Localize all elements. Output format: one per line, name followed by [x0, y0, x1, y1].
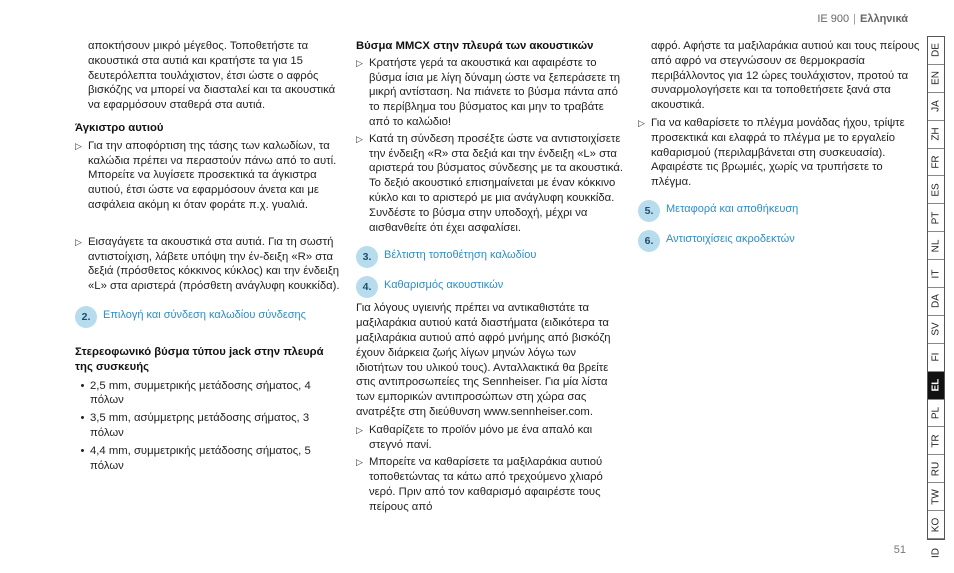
header-separator: |	[853, 13, 856, 25]
ear-hook-instruction	[75, 139, 343, 213]
language-tab-el[interactable]	[928, 372, 944, 400]
continued-paragraph: αφρό. Αφήστε τα μαξιλαράκια αυτιού και τους πείρους από αφρό να στεγνώσουν σε θερμοκρασία περιβάλλοντος για 12 ώρες τουλάχιστον, προτού τα συναρμολογήσετε και τα τοποθετήσετε ξανά στα ακουστικά.	[651, 40, 920, 112]
mmcx-instruction: ▷ Κρατήστε γερά τα ακουστικά και αφαιρέστε το βύσμα ίσια με λίγη δύναμη ώστε να ξεπεράσετε τη μικρή αντίσταση. Να πιάνετε το βύσμα πάντα από το περίβλημα του βύσματος και μην το τραβάτε από το καλώδιο!	[356, 56, 620, 128]
language-tab-id[interactable]	[928, 539, 944, 567]
triangle-bullet-icon: ▷	[638, 117, 645, 128]
language-tab-da[interactable]	[928, 288, 944, 316]
language-tab-tw[interactable]	[928, 483, 944, 511]
language-tab-fr[interactable]	[928, 149, 944, 177]
language-tab-tr[interactable]	[928, 427, 944, 455]
language-tab-it[interactable]	[928, 260, 944, 288]
language-tab-pl[interactable]	[928, 400, 944, 428]
mmcx-heading: Βύσμα MMCX στην πλευρά των ακουστικών	[356, 40, 594, 52]
section-number-badge: 6.	[638, 230, 660, 252]
column-1	[75, 39, 343, 473]
section-title: Καθαρισμός ακουστικών	[384, 279, 504, 292]
language-tab-ja[interactable]	[928, 93, 944, 121]
section-4-heading	[356, 276, 626, 298]
header-language: Ελληνικά	[860, 13, 908, 25]
language-tab-label: FI	[930, 352, 942, 362]
section-title: Αντιστοιχίσεις ακροδεκτών	[666, 232, 795, 245]
section-3-heading	[356, 246, 626, 268]
stereo-jack-list	[75, 379, 343, 474]
language-tab-label: PT	[930, 211, 942, 225]
column-2	[356, 39, 626, 515]
ear-hook-heading: Άγκιστρο αυτιού	[75, 121, 164, 134]
language-tab-label: NL	[930, 239, 942, 253]
section-number-badge: 4.	[356, 276, 378, 298]
language-tab-fi[interactable]	[928, 344, 944, 372]
language-tab-label: ZH	[930, 127, 942, 141]
insert-instruction	[75, 235, 343, 294]
section-6-heading	[638, 230, 920, 252]
language-tab-label: JA	[930, 100, 942, 113]
language-tab-label: ES	[930, 183, 942, 197]
section-5-heading	[638, 200, 920, 222]
cleaning-instruction: ▷ Μπορείτε να καθαρίσετε τα μαξιλαράκια αυτιού τοποθετώντας τα κάτω από τρεχούμενο χλιαρό νερό. Πριν από τον καθαρισμό αφαιρέστε τους πείρους από	[356, 456, 603, 513]
section-title: Βέλτιστη τοποθέτηση καλωδίου	[384, 249, 537, 262]
language-tab-label: ID	[930, 547, 942, 558]
language-tab-label: TW	[930, 488, 942, 505]
triangle-bullet-icon: ▷	[356, 133, 363, 144]
language-tab-ko[interactable]	[928, 511, 944, 539]
mesh-instruction: ▷ Για να καθαρίσετε το πλέγμα μονάδας ήχου, τρίψτε προσεκτικά και ελαφρά το πλέγμα με το εργαλείο καθαρισμού (περιλαμβάνεται στη συσκευασία). Αφαιρέστε τις βρωμιές, χωρίς να τρυπήσετε το πλέγμα.	[638, 116, 905, 189]
language-tab-label: FR	[930, 155, 942, 169]
page-header	[817, 13, 908, 25]
language-tab-bar	[927, 36, 945, 558]
language-tab-ru[interactable]	[928, 455, 944, 483]
language-tab-label: RU	[930, 461, 942, 477]
triangle-bullet-icon: ▷	[356, 57, 363, 68]
language-tab-label: EN	[930, 71, 942, 86]
insert-text: Εισαγάγετε τα ακουστικά στα αυτιά. Για τη σωστή αντιστοίχιση, λάβετε υπόψη την έν-δειξη «R» στα δεξιά (πρόσθετος κόκκινος κύκλος) και την ένδειξη «L» στα αριστερά (πρόσθετη ανάγλυφη κουκκίδα).	[88, 235, 340, 293]
ear-hook-text: Για την αποφόρτιση της τάσης των καλωδίων, τα καλώδια πρέπει να περαστούν πάνω από το αυτί. Μπορείτε να λυγίσετε προσεκτικά τα άγκιστρα αυτιού, έτσι ώστε να εφαρμόσουν άνετα και με ασφάλεια ακόμη κι όταν φοράτε π.χ. γυαλιά.	[88, 139, 337, 211]
language-tab-label: KO	[930, 517, 942, 532]
language-tab-label: PL	[930, 406, 942, 420]
language-tab-en[interactable]	[928, 65, 944, 93]
language-tab-pt[interactable]	[928, 204, 944, 232]
language-tab-label: DA	[930, 294, 942, 309]
language-tab-label: DE	[930, 43, 942, 58]
cleaning-instruction: ▷ Καθαρίζετε το προϊόν μόνο με ένα απαλό και στεγνό πανί.	[356, 423, 593, 451]
section-number-badge: 3.	[356, 246, 378, 268]
cleaning-paragraph: Για λόγους υγιεινής πρέπει να αντικαθιστάτε τα μαξιλαράκια αυτιού κατά διαστήματα (ειδικότερα τα μαξιλαράκια αυτιού από αφρό μνήμης από βισκόζη έχουν διάρκεια ζωής λίγων μηνών λόγω των ιδιοτήτων του υλικού τους). Ανταλλακτικά θα βρείτε στις αντιπροσωπείες της Sennheiser. Για μία λίστα των εμπορικών αντιπροσώπων στη χώρα σας ανατρέξτε στη διεύθυνση www.sennheiser.com.	[356, 302, 611, 418]
language-tab-label: IT	[930, 269, 942, 279]
triangle-bullet-icon: ▷	[356, 457, 363, 468]
section-title: Μεταφορά και αποθήκευση	[666, 202, 799, 215]
section-number-badge: 5.	[638, 200, 660, 222]
column-3	[638, 39, 920, 252]
language-tab-label: SV	[930, 322, 942, 337]
mmcx-instruction: ▷ Κατά τη σύνδεση προσέξτε ώστε να αντιστοιχίσετε την ένδειξη «R» στα δεξιά και την ένδειξη «L» στα αριστερά του βύσματος σύνδεσης με τα ακουστικά. Το δεξιό ακουστικό επισημαίνεται με έναν κόκκινο κύκλο και το αριστερό με μια ανάγλυφη κουκκίδα. Συνδέστε το βύσμα στην υποδοχή, μέχρι να αισθανθείτε ότι έχει ασφαλίσει.	[356, 132, 624, 234]
section-2-heading	[75, 306, 343, 328]
triangle-bullet-icon: ▷	[356, 424, 363, 435]
list-item: • 2,5 mm, συμμετρικής μετάδοσης σήματος, 4 πόλων	[80, 379, 311, 407]
language-tab-label: EL	[930, 378, 942, 392]
page-number: 51	[893, 544, 906, 556]
intro-paragraph: αποκτήσουν μικρό μέγεθος. Τοποθετήστε τα ακουστικά στα αυτιά και κρατήστε τα για 15 δευτερόλεπτα τουλάχιστον, έτσι ώστε ο αφρός βισκόζης να μπορεί να διασταλεί και τα ακουστικά να εφαρμόσουν σταθερά στα αυτιά.	[88, 40, 336, 112]
triangle-bullet-icon: ▷	[75, 140, 82, 151]
language-tab-zh[interactable]	[928, 121, 944, 149]
section-title: Επιλογή και σύνδεση καλωδίου σύνδεσης	[103, 308, 306, 321]
list-item: • 4,4 mm, συμμετρικής μετάδοσης σήματος, 5 πόλων	[80, 444, 311, 472]
list-item: • 3,5 mm, ασύμμετρης μετάδοσης σήματος, 3 πόλων	[80, 412, 310, 439]
language-tab-sv[interactable]	[928, 316, 944, 344]
language-tab-de[interactable]	[928, 37, 944, 65]
triangle-bullet-icon: ▷	[75, 236, 82, 247]
model-name: IE 900	[817, 13, 850, 25]
language-tab-nl[interactable]	[928, 232, 944, 260]
language-tab-label: TR	[930, 434, 942, 448]
language-tab-es[interactable]	[928, 176, 944, 204]
stereo-jack-heading: Στερεοφωνικό βύσμα τύπου jack στην πλευρά της συσκευής	[75, 345, 324, 373]
section-number-badge: 2.	[75, 306, 97, 328]
